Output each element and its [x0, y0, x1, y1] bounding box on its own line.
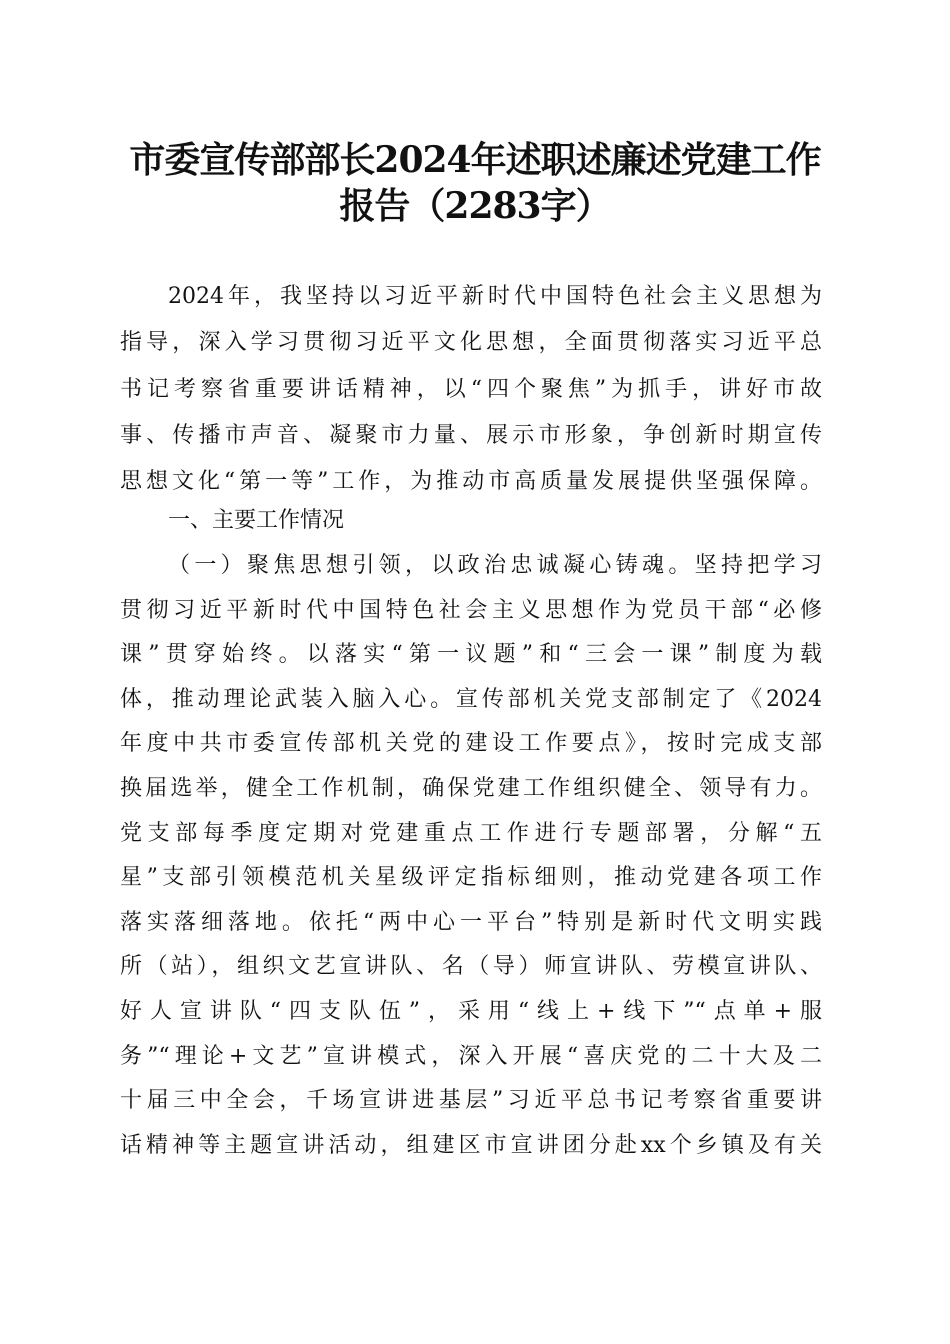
text-line: 党支部每季度定期对党建重点工作进行专题部署，分解“五: [120, 820, 822, 846]
text-line: 贯彻习近平新时代中国特色社会主义思想作为党员干部“必修: [120, 597, 822, 623]
section-heading: 一、主要工作情况: [168, 508, 345, 533]
text-line: 十届三中全会，千场宣讲进基层”习近平总书记考察省重要讲: [120, 1088, 822, 1114]
document-title-line-1: 市委宣传部部长2024年述职述廉述党建工作: [129, 139, 821, 181]
text-line: （一）聚焦思想引领，以政治忠诚凝心铸魂。坚持把学习: [168, 553, 822, 578]
text-line: 好人宣讲队“四支队伍”，采用“线上+线下”“点单+服: [120, 999, 822, 1024]
text-line: 事、传播市声音、凝聚市力量、展示市形象，争创新时期宣传: [120, 423, 822, 448]
text-line: 所（站），组织文艺宣讲队、名（导）师宣讲队、劳模宣讲队、: [120, 954, 822, 980]
text-line: 话精神等主题宣讲活动，组建区市宣讲团分赴xx个乡镇及有关: [120, 1132, 822, 1158]
text-line: 落实落细落地。依托“两中心一平台”特别是新时代文明实践: [120, 909, 822, 935]
text-line: 年度中共市委宣传部机关党的建设工作要点》，按时完成支部: [120, 731, 822, 757]
text-line: 书记考察省重要讲话精神，以“四个聚焦”为抓手，讲好市故: [120, 377, 822, 402]
text-line: 思想文化“第一等”工作，为推动市高质量发展提供坚强保障。: [120, 469, 822, 494]
text-line: 2024年，我坚持以习近平新时代中国特色社会主义思想为: [168, 284, 822, 309]
text-line: 务”“理论+文艺”宣讲模式，深入开展“喜庆党的二十大及二: [120, 1043, 822, 1069]
text-line: 课”贯穿始终。以落实“第一议题”和“三会一课”制度为载: [120, 642, 822, 668]
text-line: 星”支部引领模范机关星级评定指标细则，推动党建各项工作: [120, 865, 822, 891]
text-line: 换届选举，健全工作机制，确保党建工作组织健全、领导有力。: [120, 776, 822, 801]
document-title-line-2: 报告（2283字）: [339, 185, 611, 227]
text-line: 指导，深入学习贯彻习近平文化思想，全面贯彻落实习近平总: [120, 330, 822, 355]
text-line: 体，推动理论武装入脑入心。宣传部机关党支部制定了《2024: [120, 686, 822, 712]
